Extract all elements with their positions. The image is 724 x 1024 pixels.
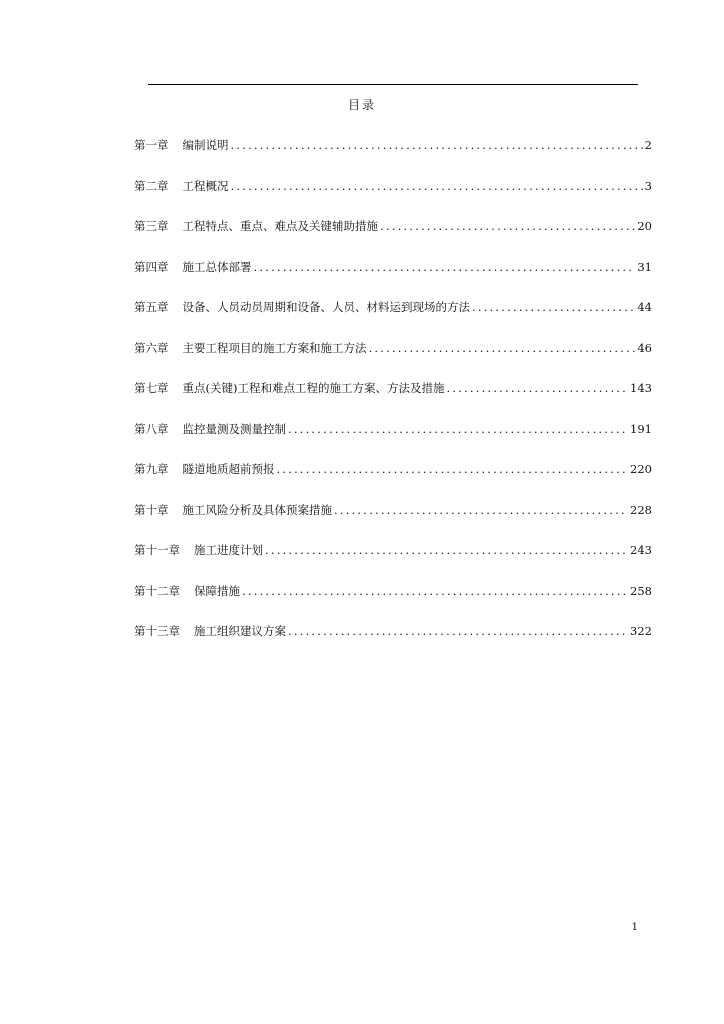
toc-chapter: 第二章: [134, 178, 169, 193]
toc-chapter: 第六章: [134, 340, 169, 355]
toc-entry[interactable]: [134, 340, 652, 381]
toc-entry[interactable]: [134, 623, 652, 664]
toc-leader-dots: [265, 543, 628, 557]
toc-chapter: 第五章: [134, 300, 169, 314]
toc-entry-title: 施工总体部署: [182, 259, 252, 274]
toc-leader-dots: [277, 462, 629, 476]
toc-entry-title: 监控量测及测量控制: [182, 421, 286, 436]
toc-entry-title: 保障措施: [194, 583, 240, 598]
toc-entry[interactable]: [134, 299, 652, 340]
toc-entry[interactable]: [134, 461, 652, 502]
header-rule: [148, 84, 638, 85]
toc-page-number: 20: [637, 219, 652, 233]
toc-entry-title: 重点(关键)工程和难点工程的施工方案、方法及措施: [182, 381, 445, 395]
toc-chapter: 第四章: [134, 259, 169, 274]
toc-leader-dots: [288, 624, 628, 638]
toc-entry-title: 施工进度计划: [194, 543, 263, 557]
toc-entry[interactable]: [134, 421, 652, 462]
toc-page-number: 258: [630, 583, 652, 598]
toc-entry-title: 设备、人员动员周期和设备、人员、材料运到现场的方法: [182, 300, 470, 314]
toc-page-number: 228: [630, 502, 652, 517]
toc-leader-dots: [334, 503, 628, 517]
toc-leader-dots: [231, 179, 643, 193]
toc-list: [134, 137, 652, 664]
toc-page-number: 243: [630, 543, 652, 557]
toc-leader-dots: [446, 381, 628, 395]
toc-leader-dots: [472, 300, 635, 314]
toc-entry[interactable]: [134, 380, 652, 421]
toc-entry[interactable]: [134, 178, 652, 219]
toc-entry-title: 工程概况: [182, 178, 229, 193]
toc-page-number: 143: [630, 381, 652, 395]
toc-entry[interactable]: [134, 502, 652, 543]
toc-page-number: 2: [644, 138, 652, 152]
toc-chapter: 第八章: [134, 421, 169, 436]
toc-leader-dots: [231, 138, 643, 152]
toc-entry[interactable]: [134, 542, 652, 583]
toc-entry-title: 工程特点、重点、难点及关键辅助措施: [182, 219, 378, 233]
toc-page-number: 44: [637, 300, 652, 314]
toc-chapter: 第十一章: [134, 543, 180, 557]
toc-leader-dots: [380, 219, 635, 233]
toc-entry[interactable]: [134, 583, 652, 624]
toc-title: 目录: [347, 98, 376, 112]
toc-page-number: 322: [630, 624, 652, 638]
toc-chapter: 第十三章: [134, 624, 180, 638]
toc-entry-title: 编制说明: [182, 138, 229, 152]
toc-page-number: 31: [637, 259, 652, 274]
toc-chapter: 第十章: [134, 502, 169, 517]
toc-leader-dots: [369, 341, 636, 355]
toc-leader-dots: [288, 422, 628, 436]
toc-page-number: 3: [644, 178, 652, 193]
toc-page-number: 191: [630, 421, 652, 436]
toc-page-number: 46: [637, 340, 652, 355]
toc-page-number: 220: [630, 462, 652, 476]
page-number: 1: [631, 922, 638, 933]
toc-entry-title: 主要工程项目的施工方案和施工方法: [182, 340, 367, 355]
toc-chapter: 第十二章: [134, 583, 180, 598]
toc-chapter: 第七章: [134, 381, 169, 395]
toc-leader-dots: [254, 260, 636, 274]
toc-entry[interactable]: [134, 218, 652, 259]
toc-entry[interactable]: [134, 259, 652, 300]
toc-chapter: 第九章: [134, 462, 169, 476]
toc-leader-dots: [242, 584, 628, 598]
toc-entry-title: 隧道地质超前预报: [182, 462, 275, 476]
toc-entry-title: 施工组织建议方案: [194, 624, 286, 638]
toc-entry[interactable]: [134, 137, 652, 178]
toc-chapter: 第三章: [134, 219, 169, 233]
toc-chapter: 第一章: [134, 138, 169, 152]
toc-entry-title: 施工风险分析及具体预案措施: [182, 502, 332, 517]
